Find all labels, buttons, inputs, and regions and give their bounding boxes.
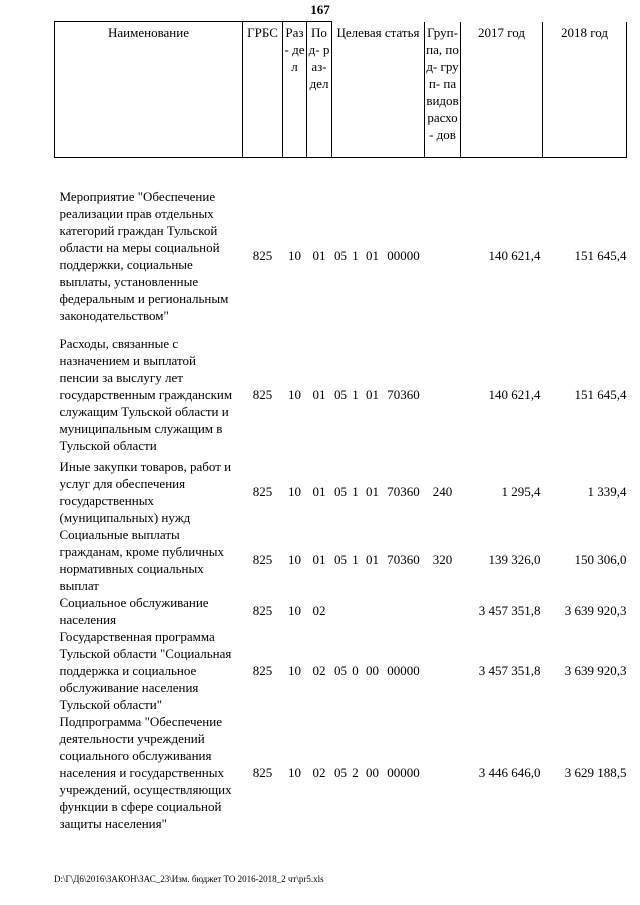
row-amount-2017: 3 457 351,8: [478, 603, 541, 618]
table-row: [55, 628, 627, 713]
header-podrazdel: Под- раз- дел: [307, 22, 332, 158]
target-article-part: 05: [334, 387, 347, 402]
target-article-part: 1: [352, 248, 359, 263]
target-article-part: 70360: [387, 387, 420, 402]
row-expense-group: [425, 332, 461, 458]
row-amount-2017: 140 621,4: [488, 387, 541, 402]
target-article-part: 1: [352, 387, 359, 402]
row-amount-2017: 1 295,4: [501, 484, 541, 499]
row-grbs: 825: [252, 387, 273, 402]
row-expense-group: [425, 713, 461, 832]
row-razdel: 10: [288, 248, 301, 263]
row-razdel: 10: [288, 662, 301, 678]
row-target-article: [332, 594, 425, 628]
row-target-article: [332, 628, 425, 713]
target-article-part: 0: [352, 662, 359, 678]
row-name: Подпрограмма "Обеспечение деятельности учреждений социального обслуживания населения и государственных учреждений, осуществляющих функции в сфере социальной защиты населения": [59, 713, 232, 831]
row-amount-2018: 3 639 920,3: [564, 603, 627, 618]
target-article-part: 05: [334, 484, 347, 499]
file-path-footer: D:\Г\Д6\2016\ЗАКОН\ЗАС_23\Изм. бюджет ТО 2016-2018_2 чт\pr5.xls: [54, 874, 324, 884]
row-amount-2018: 151 645,4: [574, 387, 627, 402]
row-amount-2018: 1 339,4: [587, 484, 627, 499]
page-number: 167: [310, 2, 330, 17]
row-razdel: 10: [288, 552, 301, 567]
table-row: [55, 594, 627, 628]
row-name: Социальные выплаты гражданам, кроме публичных нормативных социальных выплат: [59, 526, 224, 593]
target-article-part: 00: [366, 662, 379, 678]
row-target-article: [332, 526, 425, 594]
row-name: Расходы, связанные с назначением и выплатой пенсии за выслугу лет государственным гражданским служащим Тульской области и муниципальным служащим в Тульской области: [59, 336, 233, 453]
target-article-part: 2: [352, 764, 359, 780]
target-article-part: 01: [366, 387, 379, 402]
row-name: Мероприятие "Обеспечение реализации прав отдельных категорий граждан Тульской области на меры социальной поддержки, социальные выплаты, установленные федеральным и региональным законодательством": [59, 188, 229, 323]
row-amount-2017: 3 446 646,0: [478, 764, 541, 780]
row-amount-2018: 151 645,4: [574, 248, 627, 263]
target-article-part: 1: [352, 552, 359, 567]
row-amount-2017: 139 326,0: [488, 552, 541, 567]
table-row: [55, 526, 627, 594]
row-podrazdel: 02: [312, 603, 326, 618]
header-expense-group: Груп- па, под- груп- па видов расхо- дов: [425, 22, 461, 158]
row-razdel: 10: [288, 764, 301, 780]
target-article-part: 01: [366, 552, 379, 567]
target-article-part: 1: [352, 484, 359, 499]
target-article-part: 70360: [387, 552, 420, 567]
row-target-article: [332, 180, 425, 332]
target-article-part: 00000: [387, 662, 420, 678]
row-amount-2017: 3 457 351,8: [478, 662, 541, 678]
row-amount-2017: 140 621,4: [488, 248, 541, 263]
spacer-row: [55, 158, 627, 180]
header-grbs: ГРБС: [243, 22, 283, 158]
row-target-article: [332, 458, 425, 526]
header-razdel: Раз- дел: [283, 22, 307, 158]
row-amount-2018: 3 629 188,5: [564, 764, 627, 780]
row-name: Государственная программа Тульской области "Социальная поддержка и социальное обслуживание населения Тульской области": [59, 628, 232, 712]
target-article-part: 01: [366, 484, 379, 499]
row-name: Иные закупки товаров, работ и услуг для обеспечения государственных (муниципальных) нужд: [59, 458, 232, 525]
target-article-part: 01: [366, 248, 379, 263]
row-target-article: [332, 713, 425, 832]
table-row: [55, 332, 627, 458]
header-target-article: Целевая статья: [332, 22, 425, 158]
target-article-part: 70360: [387, 484, 420, 499]
target-article-part: 05: [334, 248, 347, 263]
row-amount-2018: 150 306,0: [574, 552, 627, 567]
row-razdel: 10: [288, 484, 301, 499]
row-podrazdel: 01: [312, 248, 326, 263]
row-expense-group: 320: [432, 552, 453, 567]
header-year-2017: 2017 год: [461, 22, 543, 158]
table-row: [55, 713, 627, 832]
target-article-part: 00000: [387, 764, 420, 780]
row-grbs: 825: [252, 552, 273, 567]
row-grbs: 825: [252, 603, 273, 618]
target-article-part: 00000: [387, 248, 420, 263]
row-expense-group: [425, 628, 461, 713]
target-article-part: 05: [334, 552, 347, 567]
row-podrazdel: 02: [312, 662, 326, 678]
row-grbs: 825: [252, 662, 273, 678]
row-grbs: 825: [252, 248, 273, 263]
table-header-row: [55, 22, 627, 158]
row-podrazdel: 01: [312, 552, 326, 567]
target-article-part: 05: [334, 662, 347, 678]
row-podrazdel: 01: [312, 484, 326, 499]
row-razdel: 10: [288, 603, 301, 618]
row-grbs: 825: [252, 484, 273, 499]
row-grbs: 825: [252, 764, 273, 780]
header-name: Наименование: [55, 22, 243, 158]
row-expense-group: [425, 180, 461, 332]
table-row: [55, 180, 627, 332]
row-target-article: [332, 332, 425, 458]
budget-table: [54, 21, 627, 832]
table-row: [55, 458, 627, 526]
row-expense-group: 240: [432, 484, 453, 499]
row-razdel: 10: [288, 387, 301, 402]
target-article-part: 05: [334, 764, 347, 780]
row-amount-2018: 3 639 920,3: [564, 662, 627, 678]
row-expense-group: [425, 594, 461, 628]
row-podrazdel: 01: [312, 387, 326, 402]
row-podrazdel: 02: [312, 764, 326, 780]
row-name: Социальное обслуживание населения: [59, 594, 209, 627]
target-article-part: 00: [366, 764, 379, 780]
header-year-2018: 2018 год: [543, 22, 627, 158]
